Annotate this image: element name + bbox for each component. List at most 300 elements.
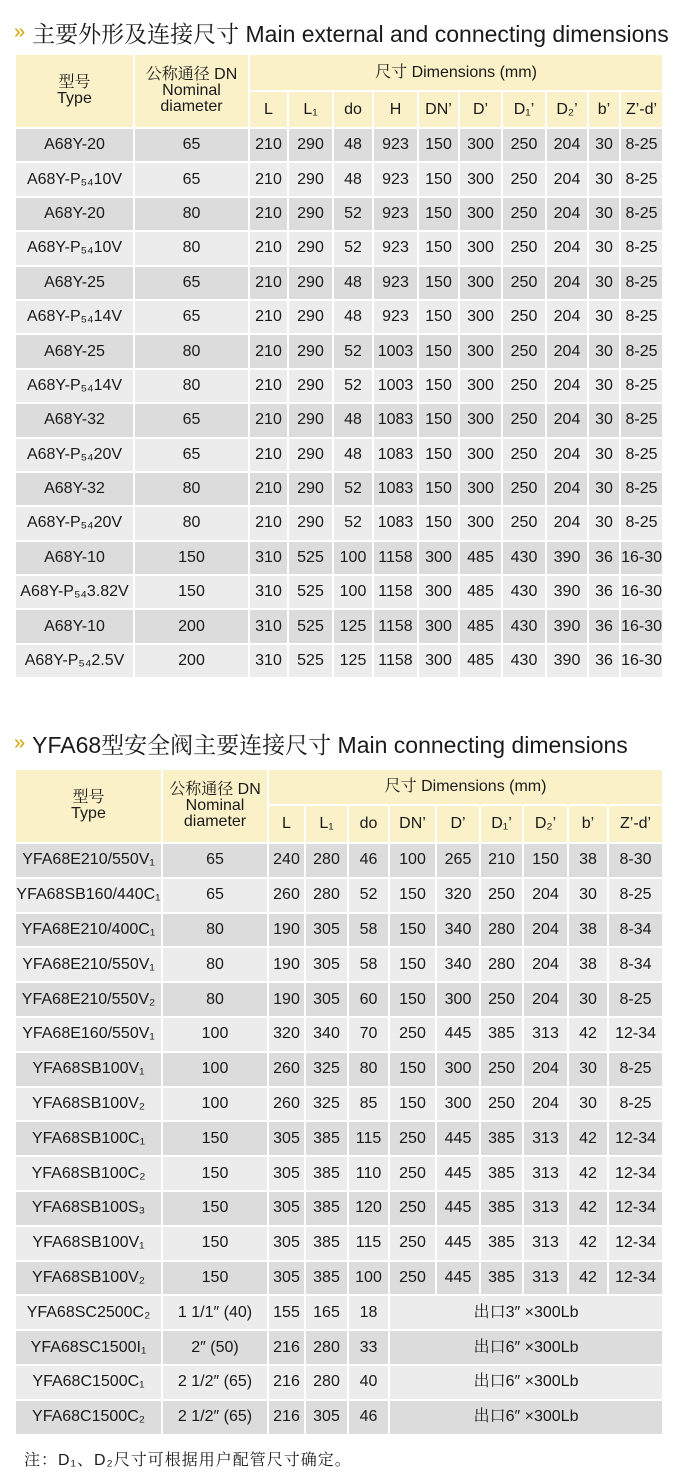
value-cell: 300: [459, 300, 502, 334]
value-cell: 150: [418, 162, 459, 196]
value-cell: 210: [249, 162, 288, 196]
value-cell: 260: [268, 878, 305, 913]
value-cell: 42: [568, 1121, 608, 1156]
value-cell: 150: [418, 472, 459, 506]
type-cell: YFA68E210/550V₁: [15, 843, 162, 878]
value-cell: 210: [480, 843, 523, 878]
value-cell: 190: [268, 982, 305, 1017]
table-row: [15, 878, 663, 913]
value-cell: 445: [436, 1017, 480, 1052]
value-cell: 16-30: [620, 541, 663, 575]
value-cell: 52: [333, 334, 373, 368]
value-cell: 150: [389, 878, 436, 913]
value-cell: 204: [523, 878, 568, 913]
value-cell: 310: [249, 609, 288, 643]
header-type-en: Type: [57, 90, 92, 107]
value-cell: 305: [268, 1156, 305, 1191]
type-cell: A68Y-10: [15, 609, 134, 643]
value-cell: 210: [249, 369, 288, 403]
value-cell: 300: [459, 506, 502, 540]
value-cell: 305: [268, 1261, 305, 1296]
section1-title-text: 主要外形及连接尺寸 Main external and connecting dimensions: [32, 21, 669, 47]
value-cell: 150: [134, 575, 249, 609]
value-cell: 210: [249, 128, 288, 162]
value-cell: 33: [348, 1330, 389, 1365]
value-cell: 340: [305, 1017, 348, 1052]
value-cell: 290: [288, 128, 333, 162]
value-cell: 305: [268, 1226, 305, 1261]
value-cell: 16-30: [620, 644, 663, 678]
value-cell: 300: [418, 575, 459, 609]
footnote: 注：D₁、D₂尺寸可根据用户配管尺寸确定。: [24, 1452, 352, 1469]
value-cell: 300: [436, 982, 480, 1017]
value-cell: 305: [305, 913, 348, 948]
value-cell: 340: [436, 913, 480, 948]
value-cell: 250: [502, 231, 546, 265]
value-cell: 30: [588, 128, 620, 162]
value-cell: 210: [249, 506, 288, 540]
value-cell: 430: [502, 609, 546, 643]
column-header: D₁’: [502, 91, 546, 128]
table-row: [15, 575, 663, 609]
value-cell: 310: [249, 575, 288, 609]
value-cell: 1003: [373, 334, 418, 368]
value-cell: 150: [162, 1156, 268, 1191]
value-cell: 100: [333, 541, 373, 575]
value-cell: 310: [249, 541, 288, 575]
value-cell: 80: [134, 506, 249, 540]
table-row: [15, 369, 663, 403]
value-cell: 313: [523, 1191, 568, 1226]
value-cell: 12-34: [608, 1156, 663, 1191]
value-cell: 923: [373, 231, 418, 265]
value-cell: 204: [546, 197, 588, 231]
value-cell: 250: [480, 982, 523, 1017]
table-row: [15, 128, 663, 162]
value-cell: 30: [588, 162, 620, 196]
value-cell: 300: [418, 609, 459, 643]
table-row: [15, 438, 663, 472]
value-cell: 210: [249, 300, 288, 334]
value-cell: 204: [546, 162, 588, 196]
value-cell: 250: [480, 1052, 523, 1087]
value-cell: 313: [523, 1261, 568, 1296]
value-cell: 385: [305, 1261, 348, 1296]
value-cell: 150: [389, 947, 436, 982]
value-cell: 42: [568, 1261, 608, 1296]
outlet-cell: 出口6″ ×300Lb: [389, 1400, 663, 1435]
value-cell: 305: [305, 1400, 348, 1435]
value-cell: 210: [249, 231, 288, 265]
value-cell: 320: [436, 878, 480, 913]
table-row: [15, 1191, 663, 1226]
value-cell: 30: [568, 1087, 608, 1122]
value-cell: 200: [134, 609, 249, 643]
column-header: L₁: [305, 805, 348, 843]
value-cell: 65: [134, 128, 249, 162]
header-dimensions: 尺寸 Dimensions (mm): [249, 54, 663, 91]
value-cell: 100: [162, 1087, 268, 1122]
value-cell: 280: [305, 1330, 348, 1365]
value-cell: 280: [480, 947, 523, 982]
value-cell: 310: [249, 644, 288, 678]
value-cell: 8-34: [608, 947, 663, 982]
value-cell: 1158: [373, 644, 418, 678]
value-cell: 525: [288, 644, 333, 678]
value-cell: 250: [502, 334, 546, 368]
value-cell: 8-25: [620, 197, 663, 231]
value-cell: 30: [588, 334, 620, 368]
column-header: L₁: [288, 91, 333, 128]
value-cell: 100: [162, 1017, 268, 1052]
column-header: DN’: [418, 91, 459, 128]
value-cell: 290: [288, 472, 333, 506]
value-cell: 8-25: [620, 128, 663, 162]
value-cell: 250: [502, 472, 546, 506]
value-cell: 300: [459, 162, 502, 196]
value-cell: 305: [268, 1191, 305, 1226]
type-cell: A68Y-P₅₄10V: [15, 231, 134, 265]
value-cell: 204: [546, 403, 588, 437]
value-cell: 280: [305, 878, 348, 913]
value-cell: 290: [288, 162, 333, 196]
value-cell: 204: [546, 266, 588, 300]
header-dn-cn: 公称通径 DN: [145, 66, 238, 83]
value-cell: 204: [523, 982, 568, 1017]
table-row: [15, 403, 663, 437]
column-header: D₁’: [480, 805, 523, 843]
value-cell: 300: [459, 231, 502, 265]
value-cell: 250: [389, 1191, 436, 1226]
value-cell: 290: [288, 197, 333, 231]
value-cell: 485: [459, 609, 502, 643]
table-row: [15, 231, 663, 265]
value-cell: 2 1/2″ (65): [162, 1400, 268, 1435]
value-cell: 390: [546, 575, 588, 609]
value-cell: 8-25: [620, 300, 663, 334]
value-cell: 445: [436, 1226, 480, 1261]
value-cell: 300: [459, 438, 502, 472]
type-cell: A68Y-P₅₄14V: [15, 300, 134, 334]
value-cell: 65: [134, 266, 249, 300]
value-cell: 120: [348, 1191, 389, 1226]
value-cell: 204: [546, 506, 588, 540]
value-cell: 390: [546, 609, 588, 643]
value-cell: 1083: [373, 438, 418, 472]
value-cell: 48: [333, 300, 373, 334]
table-row: [15, 472, 663, 506]
value-cell: 36: [588, 609, 620, 643]
value-cell: 1158: [373, 541, 418, 575]
value-cell: 115: [348, 1226, 389, 1261]
type-cell: YFA68E210/550V₁: [15, 947, 162, 982]
value-cell: 290: [288, 369, 333, 403]
header-dimensions: 尺寸 Dimensions (mm): [268, 769, 663, 805]
value-cell: 150: [134, 541, 249, 575]
value-cell: 8-25: [620, 231, 663, 265]
value-cell: 100: [162, 1052, 268, 1087]
value-cell: 190: [268, 947, 305, 982]
outlet-cell: 出口3″ ×300Lb: [389, 1295, 663, 1330]
value-cell: 150: [418, 300, 459, 334]
type-cell: A68Y-P₅₄20V: [15, 438, 134, 472]
type-cell: A68Y-P₅₄10V: [15, 162, 134, 196]
value-cell: 8-30: [608, 843, 663, 878]
value-cell: 38: [568, 913, 608, 948]
value-cell: 300: [436, 1087, 480, 1122]
value-cell: 250: [502, 506, 546, 540]
value-cell: 2 1/2″ (65): [162, 1365, 268, 1400]
table-row: [15, 197, 663, 231]
value-cell: 923: [373, 266, 418, 300]
header-dn-en2: diameter: [183, 813, 247, 830]
value-cell: 52: [333, 197, 373, 231]
column-header: L: [268, 805, 305, 843]
value-cell: 46: [348, 1400, 389, 1435]
value-cell: 65: [162, 843, 268, 878]
outlet-cell: 出口6″ ×300Lb: [389, 1330, 663, 1365]
table-row: [15, 1330, 663, 1365]
type-cell: YFA68C1500C₁: [15, 1365, 162, 1400]
value-cell: 325: [305, 1052, 348, 1087]
column-header: DN’: [389, 805, 436, 843]
value-cell: 204: [523, 1087, 568, 1122]
value-cell: 210: [249, 438, 288, 472]
value-cell: 30: [568, 878, 608, 913]
value-cell: 42: [568, 1017, 608, 1052]
value-cell: 210: [249, 197, 288, 231]
value-cell: 290: [288, 300, 333, 334]
value-cell: 150: [389, 982, 436, 1017]
header-dn-en1: Nominal: [162, 82, 221, 99]
value-cell: 250: [502, 266, 546, 300]
value-cell: 923: [373, 162, 418, 196]
column-header: do: [348, 805, 389, 843]
value-cell: 216: [268, 1365, 305, 1400]
value-cell: 300: [459, 197, 502, 231]
value-cell: 150: [418, 369, 459, 403]
type-cell: A68Y-32: [15, 472, 134, 506]
value-cell: 300: [418, 541, 459, 575]
type-cell: YFA68SC1500I₁: [15, 1330, 162, 1365]
value-cell: 250: [502, 403, 546, 437]
value-cell: 16-30: [620, 575, 663, 609]
value-cell: 8-25: [620, 403, 663, 437]
value-cell: 150: [418, 231, 459, 265]
value-cell: 216: [268, 1330, 305, 1365]
type-cell: YFA68SB100C₂: [15, 1156, 162, 1191]
value-cell: 313: [523, 1121, 568, 1156]
type-cell: YFA68SB100S₃: [15, 1191, 162, 1226]
value-cell: 204: [523, 947, 568, 982]
table-row: [15, 266, 663, 300]
value-cell: 290: [288, 506, 333, 540]
value-cell: 30: [588, 231, 620, 265]
value-cell: 65: [134, 438, 249, 472]
connecting-dimensions-table: [14, 768, 664, 1436]
value-cell: 150: [389, 1052, 436, 1087]
type-cell: A68Y-P₅₄2.5V: [15, 644, 134, 678]
value-cell: 313: [523, 1156, 568, 1191]
column-header: Z’-d’: [620, 91, 663, 128]
value-cell: 250: [389, 1017, 436, 1052]
value-cell: 923: [373, 128, 418, 162]
header-type: [15, 54, 134, 128]
value-cell: 305: [268, 1121, 305, 1156]
value-cell: 250: [502, 162, 546, 196]
value-cell: 80: [162, 947, 268, 982]
value-cell: 70: [348, 1017, 389, 1052]
value-cell: 280: [305, 1365, 348, 1400]
value-cell: 36: [588, 644, 620, 678]
value-cell: 150: [418, 403, 459, 437]
value-cell: 210: [249, 266, 288, 300]
value-cell: 485: [459, 575, 502, 609]
value-cell: 204: [546, 231, 588, 265]
value-cell: 110: [348, 1156, 389, 1191]
value-cell: 216: [268, 1400, 305, 1435]
value-cell: 325: [305, 1087, 348, 1122]
value-cell: 80: [162, 913, 268, 948]
value-cell: 525: [288, 609, 333, 643]
type-cell: YFA68SB100C₁: [15, 1121, 162, 1156]
value-cell: 385: [480, 1226, 523, 1261]
type-cell: A68Y-25: [15, 266, 134, 300]
column-header: D’: [459, 91, 502, 128]
type-cell: YFA68SB100V₂: [15, 1261, 162, 1296]
type-cell: A68Y-P₅₄3.82V: [15, 575, 134, 609]
type-cell: YFA68SB100V₂: [15, 1087, 162, 1122]
value-cell: 485: [459, 644, 502, 678]
header-type-cn: 型号: [58, 74, 91, 91]
value-cell: 204: [546, 128, 588, 162]
value-cell: 390: [546, 541, 588, 575]
value-cell: 150: [418, 334, 459, 368]
value-cell: 385: [480, 1156, 523, 1191]
value-cell: 150: [418, 197, 459, 231]
header-dn-cn: 公称通径 DN: [169, 781, 261, 798]
type-cell: A68Y-P₅₄20V: [15, 506, 134, 540]
type-cell: A68Y-20: [15, 197, 134, 231]
value-cell: 125: [333, 644, 373, 678]
table-row: [15, 162, 663, 196]
main-dimensions-table: [14, 53, 664, 679]
table-row: [15, 1017, 663, 1052]
table-row: [15, 541, 663, 575]
value-cell: 300: [459, 128, 502, 162]
value-cell: 65: [134, 162, 249, 196]
value-cell: 260: [268, 1087, 305, 1122]
value-cell: 38: [568, 843, 608, 878]
value-cell: 8-25: [620, 334, 663, 368]
value-cell: 8-25: [620, 266, 663, 300]
value-cell: 65: [162, 878, 268, 913]
value-cell: 42: [568, 1191, 608, 1226]
column-header: b’: [568, 805, 608, 843]
type-cell: A68Y-10: [15, 541, 134, 575]
value-cell: 38: [568, 947, 608, 982]
value-cell: 250: [502, 369, 546, 403]
value-cell: 445: [436, 1191, 480, 1226]
value-cell: 30: [568, 982, 608, 1017]
value-cell: 30: [588, 438, 620, 472]
chevron-right-icon: »: [14, 21, 23, 43]
value-cell: 150: [523, 843, 568, 878]
type-cell: A68Y-20: [15, 128, 134, 162]
value-cell: 8-25: [608, 1087, 663, 1122]
type-cell: YFA68SB160/440C₁: [15, 878, 162, 913]
value-cell: 48: [333, 266, 373, 300]
value-cell: 305: [305, 947, 348, 982]
value-cell: 250: [502, 128, 546, 162]
value-cell: 1083: [373, 472, 418, 506]
chevron-right-icon: »: [14, 732, 23, 754]
value-cell: 58: [348, 947, 389, 982]
value-cell: 305: [305, 982, 348, 1017]
value-cell: 290: [288, 438, 333, 472]
value-cell: 42: [568, 1226, 608, 1261]
value-cell: 1003: [373, 369, 418, 403]
value-cell: 210: [249, 472, 288, 506]
header-type-cn: 型号: [72, 789, 105, 806]
value-cell: 385: [305, 1156, 348, 1191]
value-cell: 385: [305, 1226, 348, 1261]
value-cell: 16-30: [620, 609, 663, 643]
table-row: [15, 982, 663, 1017]
type-cell: YFA68E160/550V₁: [15, 1017, 162, 1052]
value-cell: 150: [389, 1087, 436, 1122]
value-cell: 36: [588, 541, 620, 575]
column-header: L: [249, 91, 288, 128]
type-cell: YFA68SB100V₁: [15, 1226, 162, 1261]
table-row: [15, 300, 663, 334]
value-cell: 445: [436, 1156, 480, 1191]
value-cell: 30: [588, 300, 620, 334]
value-cell: 250: [389, 1261, 436, 1296]
table-row: [15, 1156, 663, 1191]
table-row: [15, 1365, 663, 1400]
value-cell: 48: [333, 128, 373, 162]
value-cell: 250: [389, 1226, 436, 1261]
value-cell: 30: [588, 197, 620, 231]
value-cell: 204: [546, 334, 588, 368]
value-cell: 445: [436, 1261, 480, 1296]
value-cell: 150: [162, 1261, 268, 1296]
value-cell: 290: [288, 334, 333, 368]
value-cell: 280: [305, 843, 348, 878]
value-cell: 80: [134, 197, 249, 231]
value-cell: 430: [502, 644, 546, 678]
value-cell: 52: [333, 506, 373, 540]
value-cell: 8-25: [620, 369, 663, 403]
section1-title: [14, 16, 669, 49]
table-row: [15, 843, 663, 878]
table-row: [15, 644, 663, 678]
value-cell: 52: [348, 878, 389, 913]
value-cell: 48: [333, 162, 373, 196]
value-cell: 48: [333, 403, 373, 437]
value-cell: 250: [389, 1121, 436, 1156]
type-cell: A68Y-25: [15, 334, 134, 368]
value-cell: 30: [588, 472, 620, 506]
value-cell: 204: [523, 1052, 568, 1087]
type-cell: A68Y-32: [15, 403, 134, 437]
table-row: [15, 506, 663, 540]
value-cell: 8-25: [608, 878, 663, 913]
table-row: [15, 609, 663, 643]
value-cell: 150: [162, 1191, 268, 1226]
value-cell: 46: [348, 843, 389, 878]
